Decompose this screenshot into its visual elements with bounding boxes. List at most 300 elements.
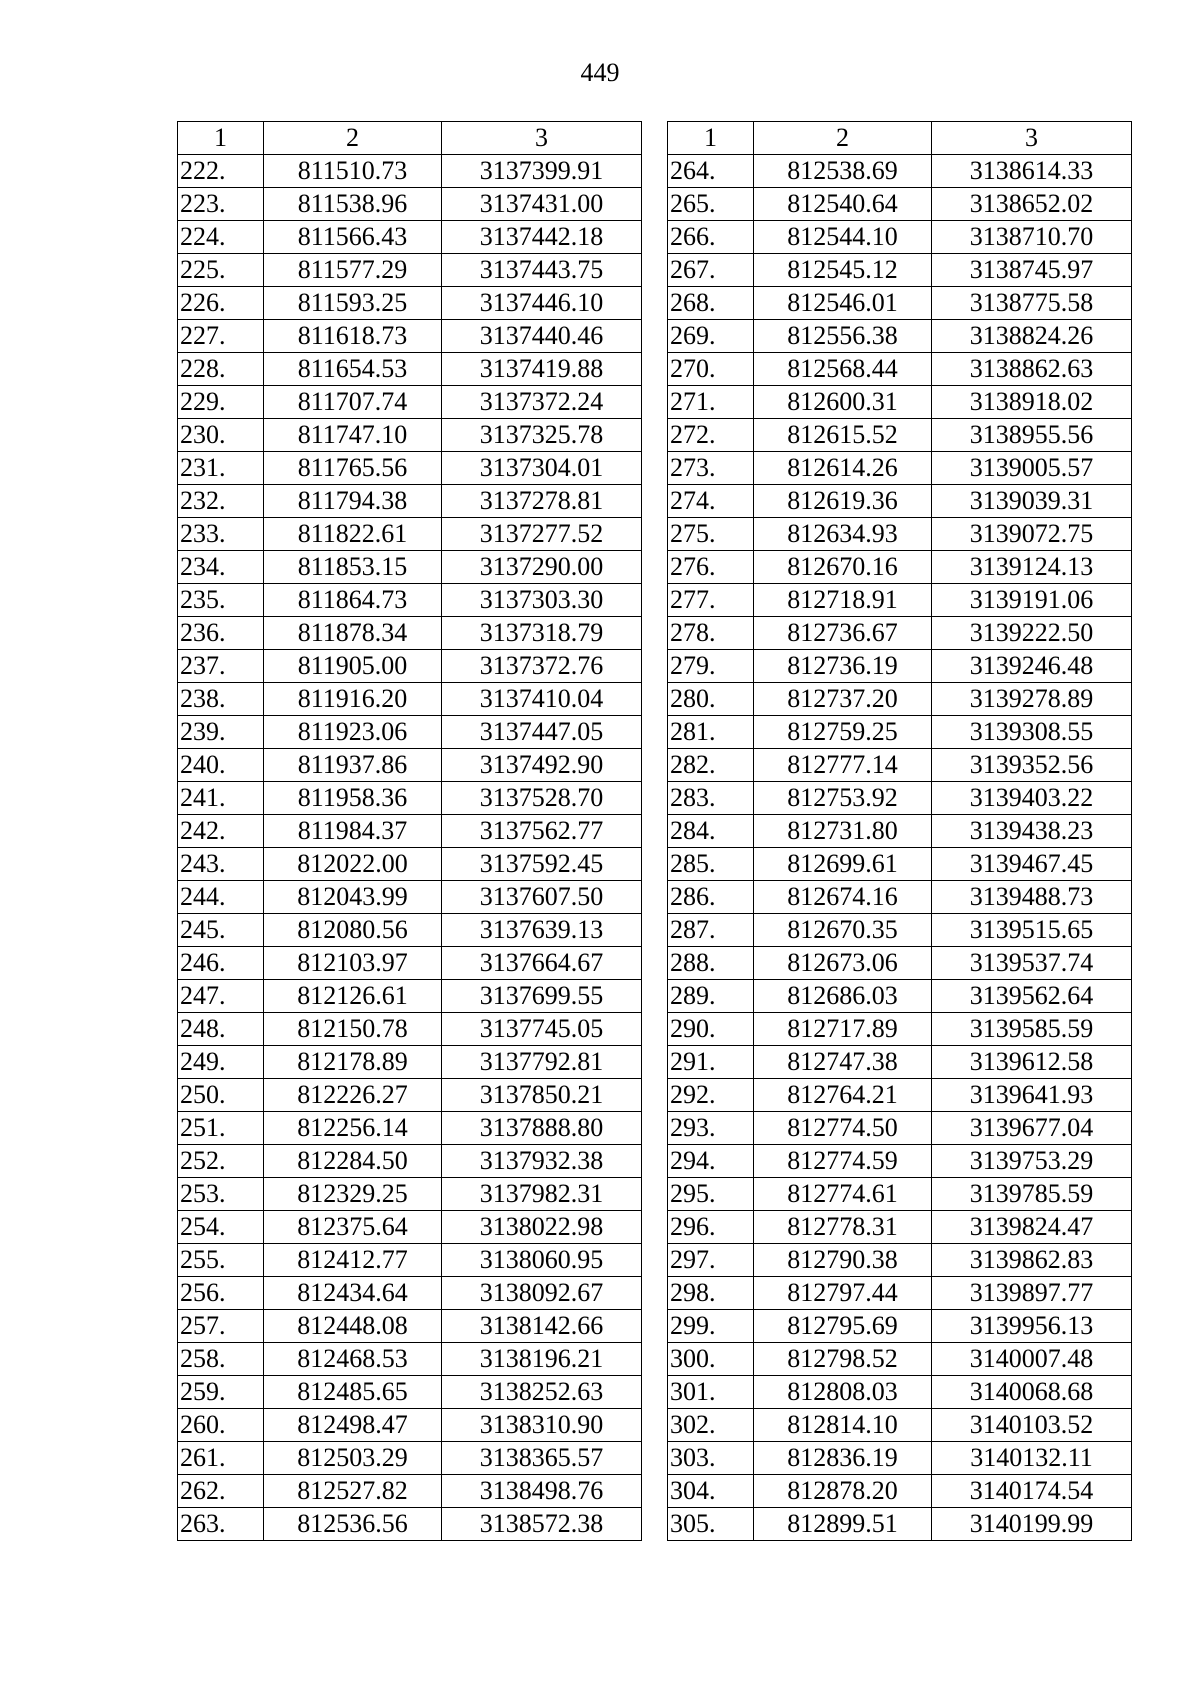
coordinate-y-cell: 3138310.90 — [442, 1409, 642, 1442]
coordinate-x-cell: 812448.08 — [264, 1310, 442, 1343]
coordinate-y-cell: 3137850.21 — [442, 1079, 642, 1112]
point-number-cell: 227. — [178, 320, 264, 353]
coordinate-x-cell: 811566.43 — [264, 221, 442, 254]
point-number-cell: 282. — [668, 749, 754, 782]
point-number-cell: 258. — [178, 1343, 264, 1376]
coordinate-x-cell: 812600.31 — [754, 386, 932, 419]
coordinate-y-cell: 3138060.95 — [442, 1244, 642, 1277]
coordinate-x-cell: 811510.73 — [264, 155, 442, 188]
table-row — [178, 584, 642, 617]
page-number: 449 — [580, 58, 620, 87]
point-number-cell: 240. — [178, 749, 264, 782]
coordinate-x-cell: 811538.96 — [264, 188, 442, 221]
point-number-cell: 256. — [178, 1277, 264, 1310]
table-row — [178, 551, 642, 584]
coordinate-x-cell: 811593.25 — [264, 287, 442, 320]
coordinate-y-cell: 3138365.57 — [442, 1442, 642, 1475]
coordinate-x-cell: 811765.56 — [264, 452, 442, 485]
coordinate-y-cell: 3137372.76 — [442, 650, 642, 683]
coordinate-y-cell: 3139005.57 — [932, 452, 1132, 485]
coordinate-y-cell: 3137982.31 — [442, 1178, 642, 1211]
table-row — [668, 551, 1132, 584]
point-number-cell: 228. — [178, 353, 264, 386]
point-number-cell: 250. — [178, 1079, 264, 1112]
point-number-cell: 269. — [668, 320, 754, 353]
point-number-cell: 267. — [668, 254, 754, 287]
coordinate-x-cell: 812777.14 — [754, 749, 932, 782]
point-number-cell: 262. — [178, 1475, 264, 1508]
column-header: 2 — [754, 122, 932, 155]
table-row — [178, 947, 642, 980]
coordinate-x-cell: 812878.20 — [754, 1475, 932, 1508]
coordinate-y-cell: 3138196.21 — [442, 1343, 642, 1376]
coordinate-x-cell: 812540.64 — [754, 188, 932, 221]
point-number-cell: 305. — [668, 1508, 754, 1541]
point-number-cell: 277. — [668, 584, 754, 617]
table-row — [178, 320, 642, 353]
coordinate-x-cell: 811958.36 — [264, 782, 442, 815]
coordinate-x-cell: 812670.16 — [754, 551, 932, 584]
table-row — [178, 1376, 642, 1409]
point-number-cell: 255. — [178, 1244, 264, 1277]
point-number-cell: 260. — [178, 1409, 264, 1442]
table-row — [178, 914, 642, 947]
point-number-cell: 224. — [178, 221, 264, 254]
coordinate-y-cell: 3137410.04 — [442, 683, 642, 716]
coordinate-y-cell: 3137277.52 — [442, 518, 642, 551]
coordinate-x-cell: 812178.89 — [264, 1046, 442, 1079]
coordinate-y-cell: 3139824.47 — [932, 1211, 1132, 1244]
coordinate-x-cell: 811916.20 — [264, 683, 442, 716]
coordinate-x-cell: 812043.99 — [264, 881, 442, 914]
point-number-cell: 287. — [668, 914, 754, 947]
coordinate-x-cell: 812774.61 — [754, 1178, 932, 1211]
table-row — [178, 1013, 642, 1046]
coordinate-y-cell: 3137372.24 — [442, 386, 642, 419]
coordinate-y-cell: 3137440.46 — [442, 320, 642, 353]
point-number-cell: 271. — [668, 386, 754, 419]
coordinate-x-cell: 812545.12 — [754, 254, 932, 287]
point-number-cell: 276. — [668, 551, 754, 584]
coordinate-y-cell: 3137318.79 — [442, 617, 642, 650]
point-number-cell: 254. — [178, 1211, 264, 1244]
point-number-cell: 299. — [668, 1310, 754, 1343]
table-row — [178, 254, 642, 287]
table-row — [178, 1211, 642, 1244]
table-row — [668, 1442, 1132, 1475]
point-number-cell: 294. — [668, 1145, 754, 1178]
point-number-cell: 230. — [178, 419, 264, 452]
coordinate-y-cell: 3138252.63 — [442, 1376, 642, 1409]
coordinate-y-cell: 3138775.58 — [932, 287, 1132, 320]
table-row — [668, 617, 1132, 650]
point-number-cell: 266. — [668, 221, 754, 254]
point-number-cell: 278. — [668, 617, 754, 650]
table-row — [668, 320, 1132, 353]
table-row — [178, 1343, 642, 1376]
table-row — [668, 584, 1132, 617]
column-header: 1 — [668, 122, 754, 155]
coordinate-x-cell: 812468.53 — [264, 1343, 442, 1376]
table-row — [178, 1508, 642, 1541]
table-row — [668, 452, 1132, 485]
coordinate-y-cell: 3137325.78 — [442, 419, 642, 452]
coordinate-x-cell: 811878.34 — [264, 617, 442, 650]
table-header-row — [178, 122, 642, 155]
table-row — [668, 353, 1132, 386]
coordinate-y-cell: 3139438.23 — [932, 815, 1132, 848]
table-row — [178, 518, 642, 551]
coordinate-y-cell: 3137792.81 — [442, 1046, 642, 1079]
point-number-cell: 303. — [668, 1442, 754, 1475]
point-number-cell: 279. — [668, 650, 754, 683]
coordinate-y-cell: 3139278.89 — [932, 683, 1132, 716]
coordinate-y-cell: 3139191.06 — [932, 584, 1132, 617]
point-number-cell: 288. — [668, 947, 754, 980]
coordinate-y-cell: 3139515.65 — [932, 914, 1132, 947]
coordinate-x-cell: 811747.10 — [264, 419, 442, 452]
coordinate-x-cell: 812673.06 — [754, 947, 932, 980]
table-row — [178, 485, 642, 518]
coordinate-x-cell: 812375.64 — [264, 1211, 442, 1244]
table-row — [668, 386, 1132, 419]
coordinate-x-cell: 812568.44 — [754, 353, 932, 386]
table-row — [668, 1079, 1132, 1112]
point-number-cell: 244. — [178, 881, 264, 914]
coordinate-y-cell: 3139467.45 — [932, 848, 1132, 881]
coordinate-y-cell: 3138092.67 — [442, 1277, 642, 1310]
table-row — [178, 980, 642, 1013]
point-number-cell: 263. — [178, 1508, 264, 1541]
coordinate-x-cell: 812814.10 — [754, 1409, 932, 1442]
point-number-cell: 257. — [178, 1310, 264, 1343]
point-number-cell: 285. — [668, 848, 754, 881]
table-row — [668, 881, 1132, 914]
coordinate-x-cell: 812527.82 — [264, 1475, 442, 1508]
coordinate-x-cell: 812329.25 — [264, 1178, 442, 1211]
point-number-cell: 296. — [668, 1211, 754, 1244]
table-header-row — [668, 122, 1132, 155]
table-row — [668, 716, 1132, 749]
coordinate-y-cell: 3137304.01 — [442, 452, 642, 485]
coordinate-x-cell: 812699.61 — [754, 848, 932, 881]
coordinate-y-cell: 3137399.91 — [442, 155, 642, 188]
table-row — [668, 1277, 1132, 1310]
coordinate-x-cell: 811822.61 — [264, 518, 442, 551]
table-row — [178, 782, 642, 815]
table-row — [668, 1145, 1132, 1178]
point-number-cell: 252. — [178, 1145, 264, 1178]
coordinate-x-cell: 811794.38 — [264, 485, 442, 518]
coordinate-y-cell: 3139641.93 — [932, 1079, 1132, 1112]
coordinate-y-cell: 3138652.02 — [932, 188, 1132, 221]
coordinate-y-cell: 3139753.29 — [932, 1145, 1132, 1178]
point-number-cell: 261. — [178, 1442, 264, 1475]
table-row — [178, 1442, 642, 1475]
table-row — [668, 287, 1132, 320]
point-number-cell: 238. — [178, 683, 264, 716]
coordinate-y-cell: 3139488.73 — [932, 881, 1132, 914]
coordinate-x-cell: 811618.73 — [264, 320, 442, 353]
coordinate-x-cell: 812485.65 — [264, 1376, 442, 1409]
coordinate-y-cell: 3139897.77 — [932, 1277, 1132, 1310]
point-number-cell: 300. — [668, 1343, 754, 1376]
coordinate-x-cell: 811905.00 — [264, 650, 442, 683]
coordinate-x-cell: 811707.74 — [264, 386, 442, 419]
coordinate-y-cell: 3140103.52 — [932, 1409, 1132, 1442]
coordinate-y-cell: 3140007.48 — [932, 1343, 1132, 1376]
coordinate-y-cell: 3138498.76 — [442, 1475, 642, 1508]
coordinate-y-cell: 3139537.74 — [932, 947, 1132, 980]
coordinate-y-cell: 3138614.33 — [932, 155, 1132, 188]
coordinate-y-cell: 3140199.99 — [932, 1508, 1132, 1541]
point-number-cell: 289. — [668, 980, 754, 1013]
table-row — [668, 1178, 1132, 1211]
point-number-cell: 248. — [178, 1013, 264, 1046]
table-row — [668, 1343, 1132, 1376]
table-row — [178, 1046, 642, 1079]
coordinate-y-cell: 3138918.02 — [932, 386, 1132, 419]
coordinate-x-cell: 811853.15 — [264, 551, 442, 584]
coordinate-x-cell: 812736.67 — [754, 617, 932, 650]
coordinate-x-cell: 812808.03 — [754, 1376, 932, 1409]
coordinate-x-cell: 811577.29 — [264, 254, 442, 287]
coordinate-y-cell: 3137562.77 — [442, 815, 642, 848]
coordinate-y-cell: 3137607.50 — [442, 881, 642, 914]
point-number-cell: 249. — [178, 1046, 264, 1079]
table-row — [668, 1046, 1132, 1079]
point-number-cell: 298. — [668, 1277, 754, 1310]
coordinate-x-cell: 812546.01 — [754, 287, 932, 320]
point-number-cell: 239. — [178, 716, 264, 749]
point-number-cell: 290. — [668, 1013, 754, 1046]
coordinate-x-cell: 812434.64 — [264, 1277, 442, 1310]
coordinate-x-cell: 812556.38 — [754, 320, 932, 353]
table-row — [668, 1508, 1132, 1541]
table-row — [668, 980, 1132, 1013]
coordinate-y-cell: 3139677.04 — [932, 1112, 1132, 1145]
coordinate-y-cell: 3137278.81 — [442, 485, 642, 518]
coordinate-x-cell: 812836.19 — [754, 1442, 932, 1475]
coordinate-y-cell: 3139352.56 — [932, 749, 1132, 782]
coordinate-x-cell: 812899.51 — [754, 1508, 932, 1541]
point-number-cell: 234. — [178, 551, 264, 584]
coordinate-x-cell: 812795.69 — [754, 1310, 932, 1343]
coordinate-x-cell: 812080.56 — [264, 914, 442, 947]
point-number-cell: 272. — [668, 419, 754, 452]
point-number-cell: 247. — [178, 980, 264, 1013]
table-row — [668, 782, 1132, 815]
point-number-cell: 284. — [668, 815, 754, 848]
coordinate-x-cell: 812256.14 — [264, 1112, 442, 1145]
coordinate-y-cell: 3138572.38 — [442, 1508, 642, 1541]
table-row — [178, 386, 642, 419]
coordinate-y-cell: 3138022.98 — [442, 1211, 642, 1244]
coordinate-y-cell: 3137442.18 — [442, 221, 642, 254]
point-number-cell: 301. — [668, 1376, 754, 1409]
point-number-cell: 297. — [668, 1244, 754, 1277]
table-row — [668, 1244, 1132, 1277]
point-number-cell: 245. — [178, 914, 264, 947]
coordinate-y-cell: 3137592.45 — [442, 848, 642, 881]
coordinate-y-cell: 3139039.31 — [932, 485, 1132, 518]
table-row — [178, 881, 642, 914]
coordinates-table-right — [667, 121, 1132, 1541]
coordinate-x-cell: 812774.59 — [754, 1145, 932, 1178]
table-row — [178, 1178, 642, 1211]
coordinate-y-cell: 3139072.75 — [932, 518, 1132, 551]
point-number-cell: 283. — [668, 782, 754, 815]
table-row — [178, 419, 642, 452]
table-row — [668, 1475, 1132, 1508]
table-row — [668, 1409, 1132, 1442]
table-row — [668, 1211, 1132, 1244]
coordinate-x-cell: 812619.36 — [754, 485, 932, 518]
coordinate-y-cell: 3137639.13 — [442, 914, 642, 947]
point-number-cell: 241. — [178, 782, 264, 815]
coordinate-x-cell: 812674.16 — [754, 881, 932, 914]
coordinate-y-cell: 3139246.48 — [932, 650, 1132, 683]
table-row — [178, 1079, 642, 1112]
point-number-cell: 237. — [178, 650, 264, 683]
coordinate-y-cell: 3137492.90 — [442, 749, 642, 782]
table-row — [178, 452, 642, 485]
point-number-cell: 259. — [178, 1376, 264, 1409]
table-row — [668, 254, 1132, 287]
coordinate-x-cell: 812759.25 — [754, 716, 932, 749]
coordinate-x-cell: 812536.56 — [264, 1508, 442, 1541]
coordinate-x-cell: 812538.69 — [754, 155, 932, 188]
table-row — [668, 947, 1132, 980]
point-number-cell: 236. — [178, 617, 264, 650]
column-header: 3 — [442, 122, 642, 155]
coordinate-x-cell: 812126.61 — [264, 980, 442, 1013]
coordinate-y-cell: 3139862.83 — [932, 1244, 1132, 1277]
table-row — [178, 617, 642, 650]
point-number-cell: 225. — [178, 254, 264, 287]
table-row — [668, 419, 1132, 452]
coordinate-y-cell: 3139308.55 — [932, 716, 1132, 749]
coordinate-y-cell: 3137745.05 — [442, 1013, 642, 1046]
table-row — [668, 848, 1132, 881]
table-row — [178, 221, 642, 254]
coordinate-y-cell: 3137932.38 — [442, 1145, 642, 1178]
point-number-cell: 304. — [668, 1475, 754, 1508]
coordinate-x-cell: 812717.89 — [754, 1013, 932, 1046]
coordinate-y-cell: 3139956.13 — [932, 1310, 1132, 1343]
coordinate-y-cell: 3137447.05 — [442, 716, 642, 749]
coordinate-y-cell: 3137664.67 — [442, 947, 642, 980]
table-row — [178, 1277, 642, 1310]
table-row — [178, 716, 642, 749]
point-number-cell: 246. — [178, 947, 264, 980]
coordinate-x-cell: 812764.21 — [754, 1079, 932, 1112]
table-row — [178, 155, 642, 188]
coordinate-x-cell: 812737.20 — [754, 683, 932, 716]
point-number-cell: 274. — [668, 485, 754, 518]
coordinate-y-cell: 3139124.13 — [932, 551, 1132, 584]
point-number-cell: 223. — [178, 188, 264, 221]
coordinate-y-cell: 3139785.59 — [932, 1178, 1132, 1211]
coordinate-y-cell: 3138710.70 — [932, 221, 1132, 254]
table-row — [178, 650, 642, 683]
point-number-cell: 222. — [178, 155, 264, 188]
coordinate-x-cell: 812778.31 — [754, 1211, 932, 1244]
table-row — [178, 353, 642, 386]
point-number-cell: 253. — [178, 1178, 264, 1211]
coordinate-y-cell: 3137699.55 — [442, 980, 642, 1013]
table-row — [668, 650, 1132, 683]
coordinate-y-cell: 3139585.59 — [932, 1013, 1132, 1046]
point-number-cell: 280. — [668, 683, 754, 716]
coordinate-x-cell: 812022.00 — [264, 848, 442, 881]
coordinate-x-cell: 812686.03 — [754, 980, 932, 1013]
coordinate-x-cell: 812753.92 — [754, 782, 932, 815]
table-row — [178, 848, 642, 881]
point-number-cell: 243. — [178, 848, 264, 881]
coordinate-x-cell: 812544.10 — [754, 221, 932, 254]
coordinate-x-cell: 811864.73 — [264, 584, 442, 617]
point-number-cell: 231. — [178, 452, 264, 485]
table-row — [178, 1112, 642, 1145]
table-row — [178, 188, 642, 221]
coordinate-x-cell: 812798.52 — [754, 1343, 932, 1376]
table-row — [668, 485, 1132, 518]
coordinate-x-cell: 812614.26 — [754, 452, 932, 485]
coordinate-y-cell: 3138824.26 — [932, 320, 1132, 353]
coordinate-x-cell: 812226.27 — [264, 1079, 442, 1112]
column-header: 2 — [264, 122, 442, 155]
point-number-cell: 273. — [668, 452, 754, 485]
coordinate-y-cell: 3137528.70 — [442, 782, 642, 815]
coordinate-x-cell: 812797.44 — [754, 1277, 932, 1310]
coordinate-x-cell: 811923.06 — [264, 716, 442, 749]
table-row — [178, 1244, 642, 1277]
point-number-cell: 275. — [668, 518, 754, 551]
point-number-cell: 295. — [668, 1178, 754, 1211]
coordinate-x-cell: 811654.53 — [264, 353, 442, 386]
coordinate-y-cell: 3139612.58 — [932, 1046, 1132, 1079]
coordinate-x-cell: 812736.19 — [754, 650, 932, 683]
coordinate-y-cell: 3138142.66 — [442, 1310, 642, 1343]
point-number-cell: 291. — [668, 1046, 754, 1079]
column-header: 1 — [178, 122, 264, 155]
coordinate-x-cell: 812731.80 — [754, 815, 932, 848]
table-row — [668, 683, 1132, 716]
coordinate-y-cell: 3140068.68 — [932, 1376, 1132, 1409]
coordinate-x-cell: 812634.93 — [754, 518, 932, 551]
point-number-cell: 242. — [178, 815, 264, 848]
coordinate-x-cell: 812284.50 — [264, 1145, 442, 1178]
point-number-cell: 292. — [668, 1079, 754, 1112]
coordinate-y-cell: 3138745.97 — [932, 254, 1132, 287]
table-body-left — [178, 155, 642, 1541]
coordinate-x-cell: 812103.97 — [264, 947, 442, 980]
coordinate-y-cell: 3140132.11 — [932, 1442, 1132, 1475]
coordinate-y-cell: 3140174.54 — [932, 1475, 1132, 1508]
table-row — [668, 1376, 1132, 1409]
point-number-cell: 265. — [668, 188, 754, 221]
coordinate-y-cell: 3137431.00 — [442, 188, 642, 221]
column-header: 3 — [932, 122, 1132, 155]
table-row — [668, 749, 1132, 782]
point-number-cell: 235. — [178, 584, 264, 617]
table-body-right — [668, 155, 1132, 1541]
point-number-cell: 270. — [668, 353, 754, 386]
coordinate-x-cell: 812774.50 — [754, 1112, 932, 1145]
coordinate-x-cell: 812615.52 — [754, 419, 932, 452]
point-number-cell: 233. — [178, 518, 264, 551]
